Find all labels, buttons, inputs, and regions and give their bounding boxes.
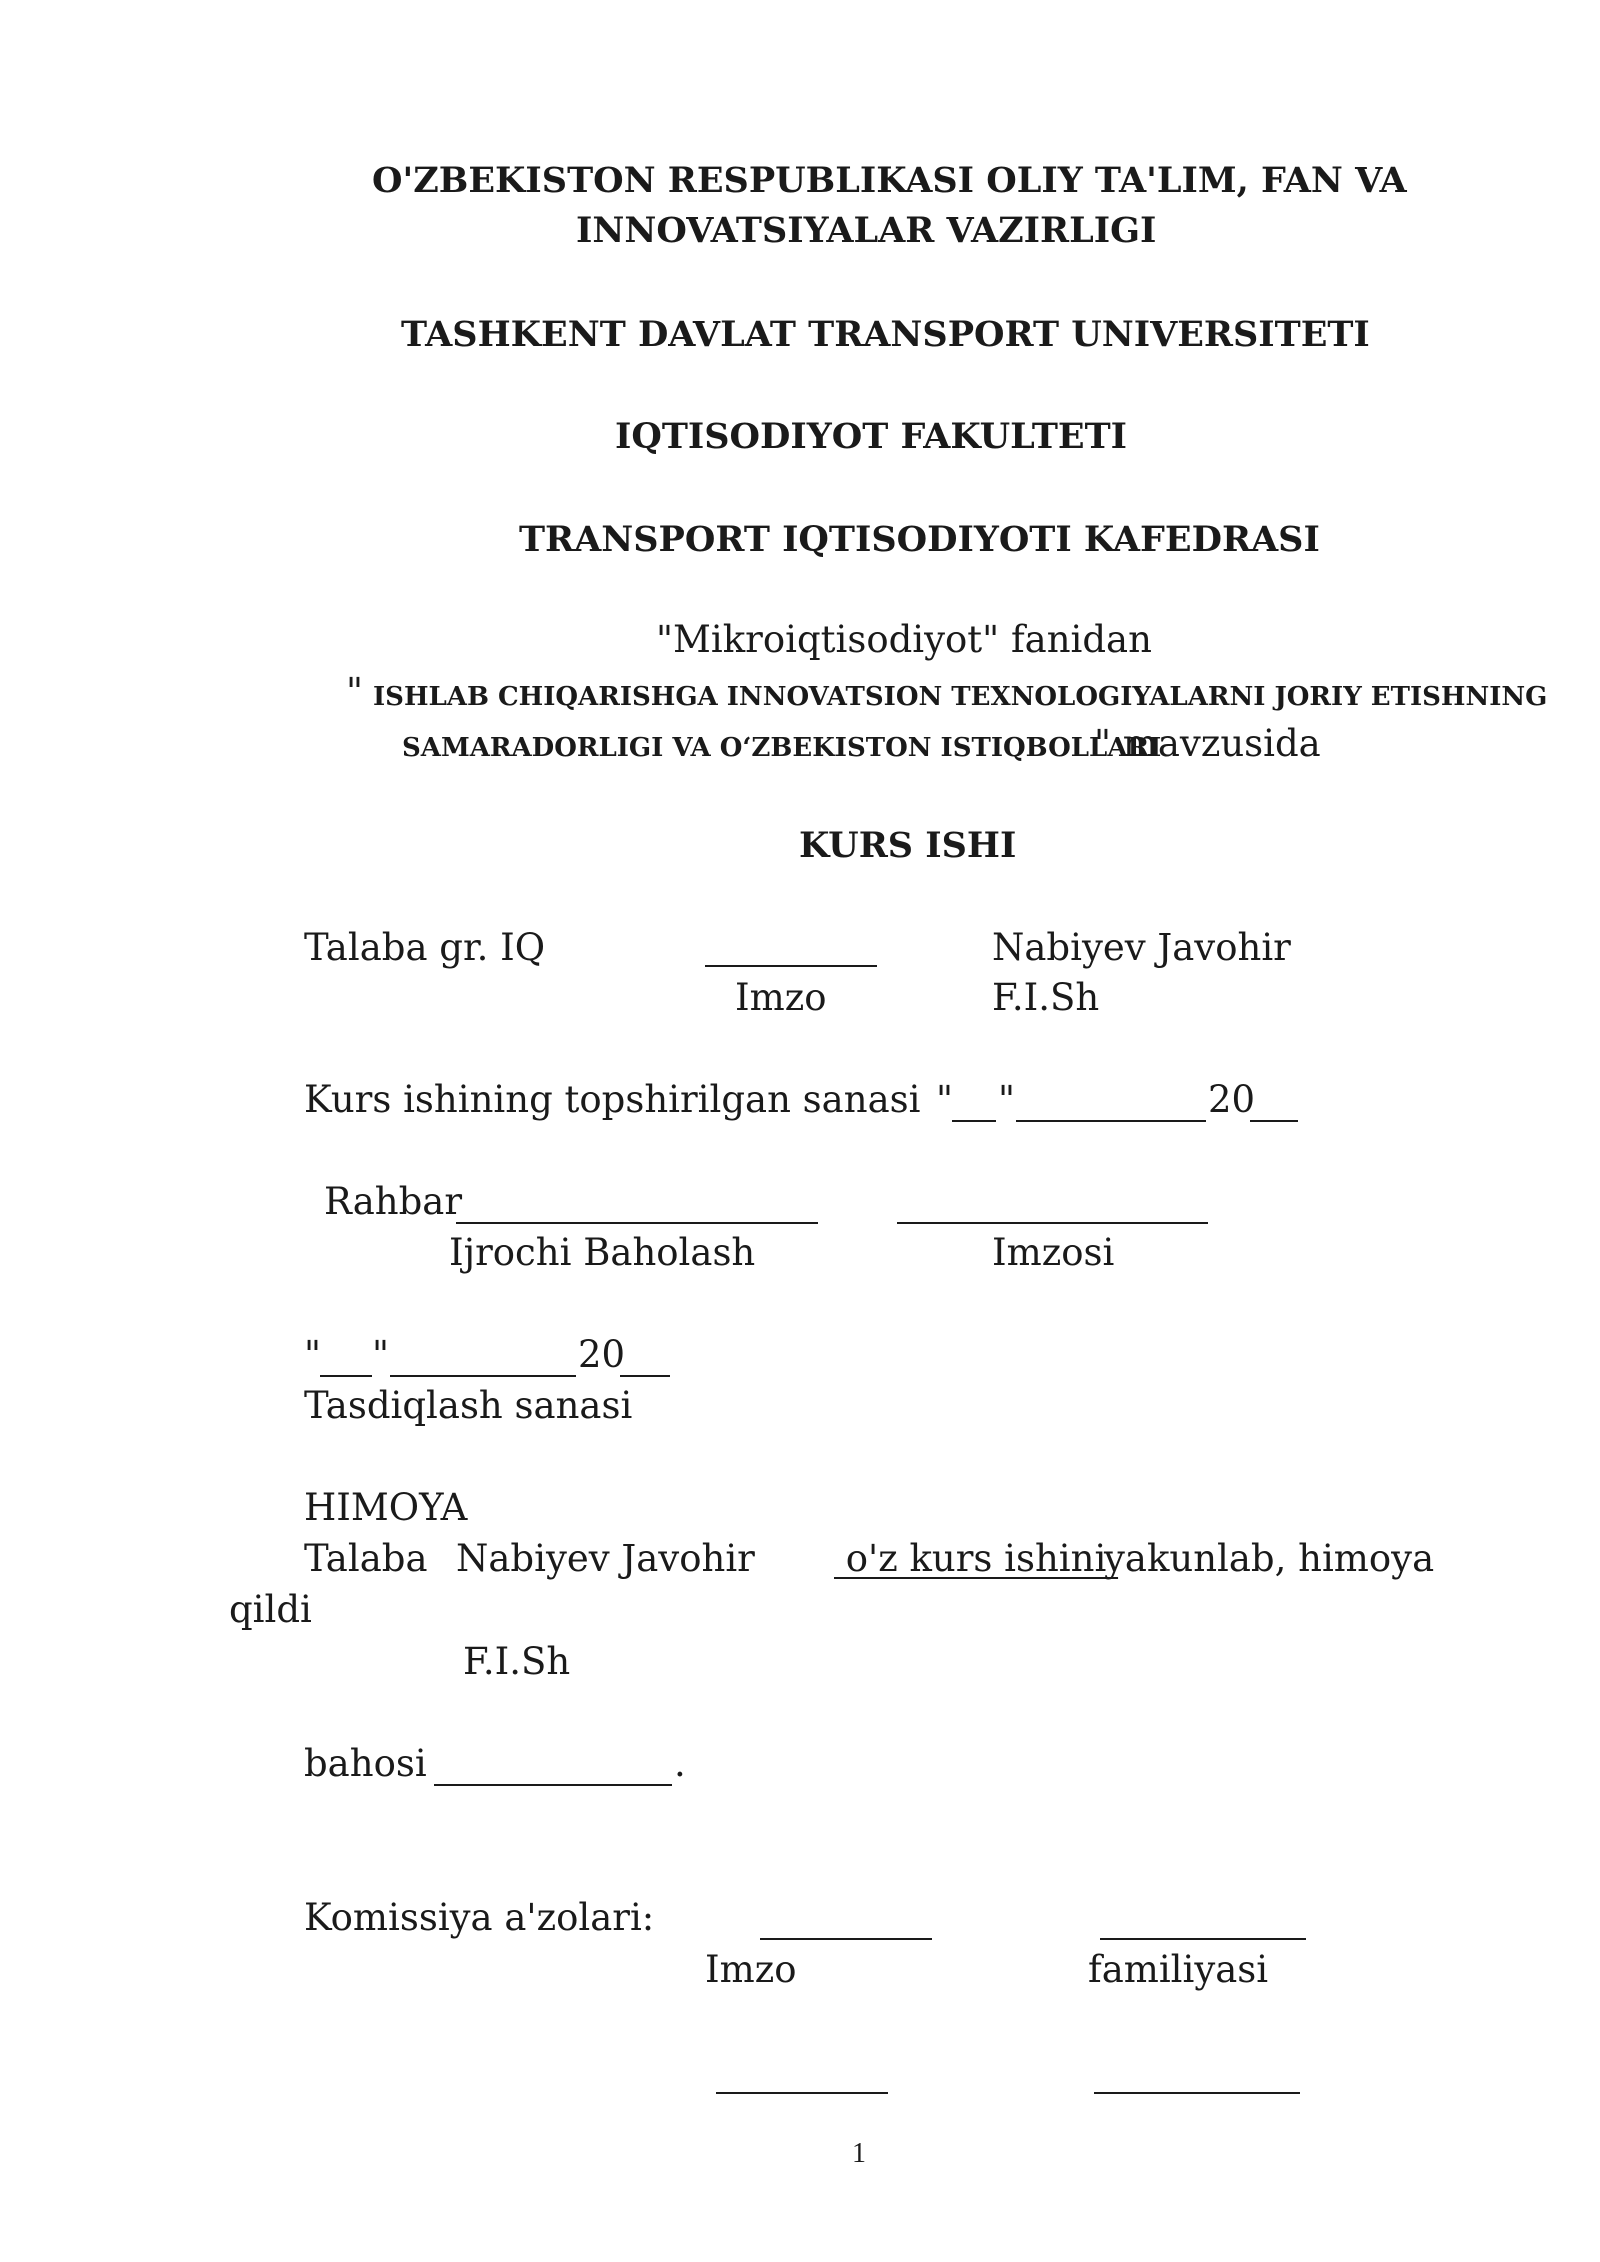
defense-wrap-text: qildi [229, 1588, 312, 1631]
supervisor-caption-right: Imzosi [992, 1231, 1115, 1274]
student-name: Nabiyev Javohir [992, 926, 1291, 969]
topic-open-quote: " [346, 670, 364, 713]
approval-year-line [620, 1375, 670, 1377]
commission-signature-caption: Imzo [705, 1948, 797, 1991]
supervisor-evaluation-line [456, 1222, 818, 1224]
student-signature-line [705, 965, 877, 967]
submission-day-line [952, 1120, 996, 1122]
student-signature-caption: Imzo [735, 976, 827, 1019]
approval-day-line [320, 1375, 372, 1377]
approval-date-quote-open: " [304, 1333, 322, 1376]
approval-date-caption: Tasdiqlash sanasi [304, 1384, 633, 1427]
university-title: TASHKENT DAVLAT TRANSPORT UNIVERSITETI [401, 314, 1370, 355]
ministry-title-line1: O'ZBEKISTON RESPUBLIKASI OLIY TA'LIM, FAN VA [372, 160, 1407, 201]
commission-label: Komissiya a'zolari: [304, 1896, 655, 1939]
topic-line2: SAMARADORLIGI VA O‘ZBEKISTON ISTIQBOLLARI [402, 733, 1162, 763]
grade-label: bahosi [304, 1742, 427, 1785]
defense-heading: HIMOYA [304, 1486, 468, 1529]
defense-underlined-text: o'z kurs ishini [834, 1537, 1119, 1580]
defense-student-name: Nabiyev Javohir [456, 1537, 755, 1580]
grade-period: . [674, 1742, 686, 1785]
commission-signature-line-2 [716, 2092, 888, 2094]
commission-surname-line-2 [1094, 2092, 1300, 2094]
grade-line [434, 1784, 672, 1786]
approval-month-line [390, 1375, 576, 1377]
approval-year-prefix: 20 [578, 1333, 626, 1376]
supervisor-signature-line [897, 1222, 1208, 1224]
defense-rest-text: yakunlab, himoya [1104, 1537, 1435, 1580]
submission-date-quote-open: " [936, 1078, 954, 1121]
page-number: 1 [852, 2138, 866, 2169]
submission-year-line [1250, 1120, 1298, 1122]
student-group-label: Talaba gr. IQ [304, 926, 546, 969]
document-type: KURS ISHI [799, 825, 1017, 866]
approval-date-quote-close: " [372, 1333, 390, 1376]
submission-month-line [1016, 1120, 1206, 1122]
submission-date-label: Kurs ishining topshirilgan sanasi [304, 1078, 921, 1121]
submission-date-quote-close: " [998, 1078, 1016, 1121]
commission-surname-caption: familiyasi [1088, 1948, 1269, 1991]
supervisor-label: Rahbar [324, 1180, 463, 1223]
subject-line: "Mikroiqtisodiyot" fanidan [656, 618, 1152, 661]
defense-name-caption: F.I.Sh [463, 1640, 571, 1683]
ministry-title-line2: INNOVATSIYALAR VAZIRLIGI [576, 210, 1157, 251]
supervisor-caption-left: Ijrochi Baholash [449, 1231, 756, 1274]
student-name-caption: F.I.Sh [992, 976, 1100, 1019]
defense-student-label: Talaba [304, 1537, 428, 1580]
topic-suffix: " mavzusida [1094, 722, 1321, 765]
topic-line1: ISHLAB CHIQARISHGA INNOVATSION TEXNOLOGIYALARNI JORIY ETISHNING [373, 682, 1548, 712]
submission-year-prefix: 20 [1208, 1078, 1256, 1121]
commission-signature-line-1 [760, 1938, 932, 1940]
commission-surname-line-1 [1100, 1938, 1306, 1940]
faculty-title: IQTISODIYOT FAKULTETI [615, 416, 1128, 457]
department-title: TRANSPORT IQTISODIYOTI KAFEDRASI [519, 519, 1320, 560]
